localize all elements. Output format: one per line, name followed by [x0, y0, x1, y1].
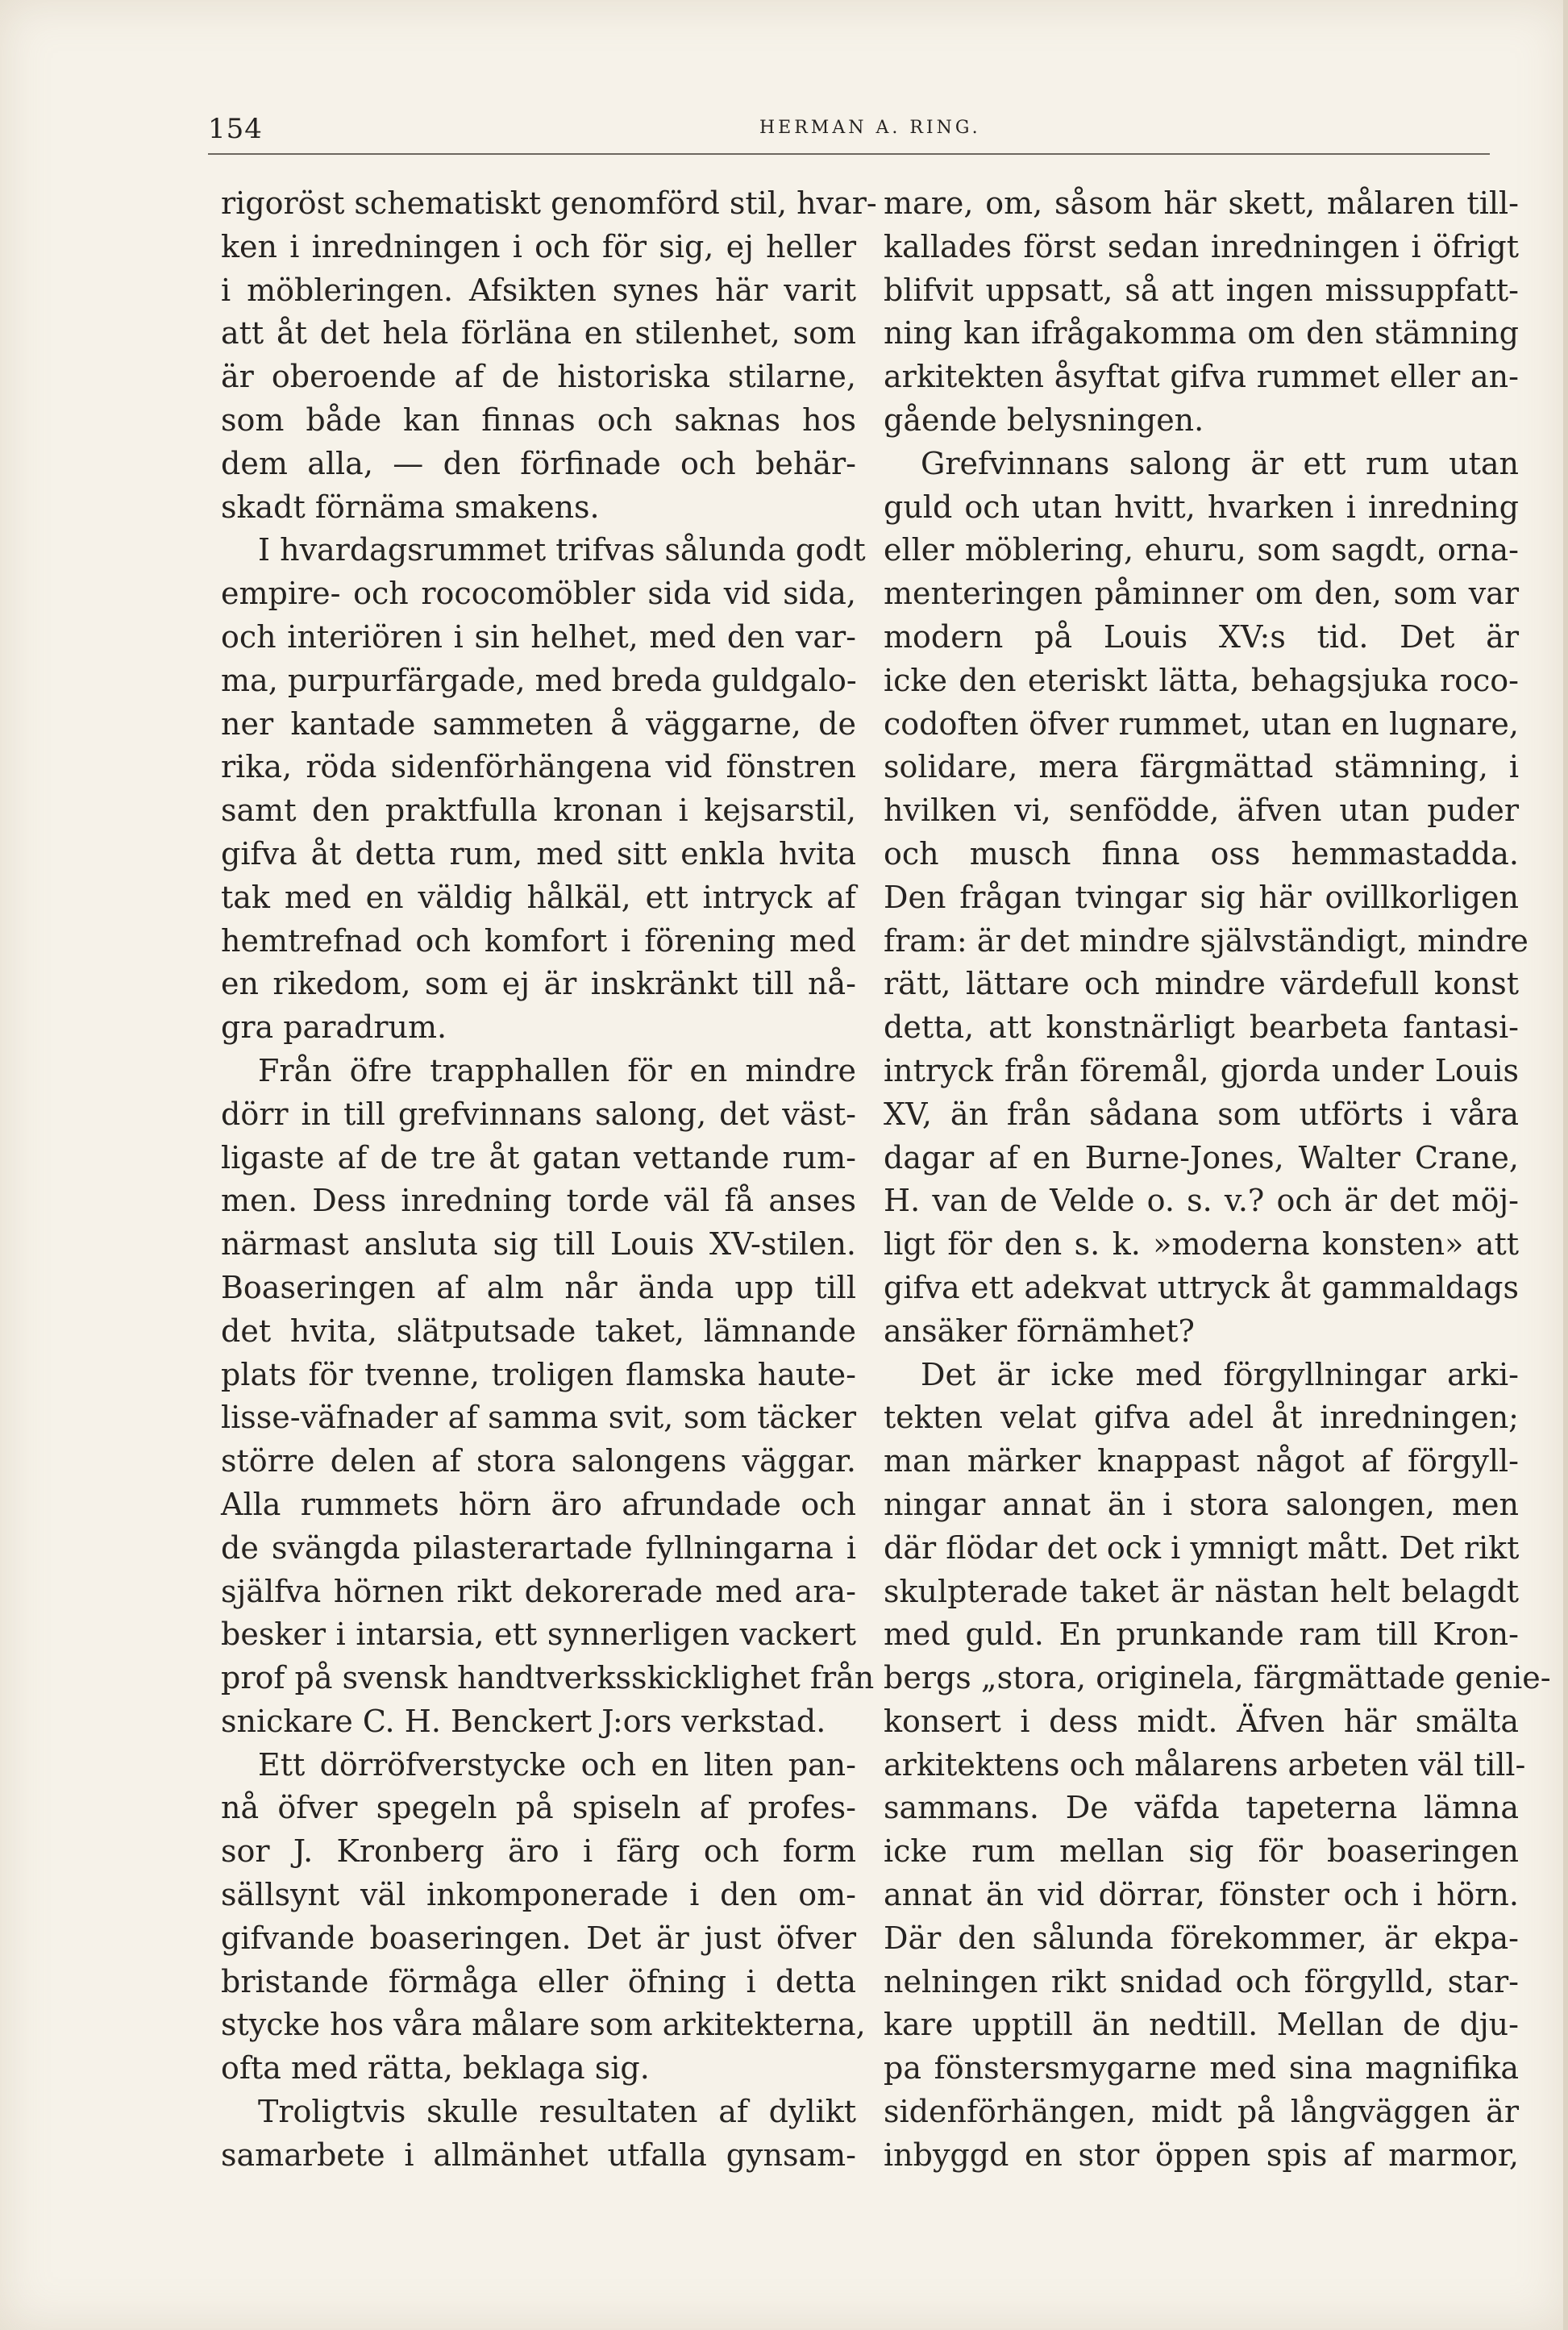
text-line: gifvande boaseringen. Det är just öfver	[221, 1920, 856, 1956]
text-line: gra paradrum.	[221, 1009, 447, 1046]
text-line: en rikedom, som ej är inskränkt till nå-	[221, 966, 856, 1002]
text-line: blifvit uppsatt, så att ingen missuppfatt-	[884, 272, 1519, 308]
text-line: codoften öfver rummet, utan en lugnare,	[884, 705, 1519, 742]
header-rule	[208, 153, 1490, 155]
text-line: i möbleringen. Afsikten synes här varit	[221, 272, 856, 308]
text-line: ning kan ifrågakomma om den stämning	[884, 315, 1519, 352]
text-line: nå öfver spegeln på spiseln af profes-	[221, 1790, 856, 1826]
text-line: Ett dörröfverstycke och en liten pan-	[258, 1746, 856, 1783]
text-line: själfva hörnen rikt dekorerade med ara-	[221, 1573, 856, 1609]
left-column	[221, 182, 877, 2178]
text-line: plats för tvenne, troligen flamska haute-	[221, 1356, 856, 1392]
text-line: rika, röda sidenförhängena vid fönstren	[221, 749, 856, 785]
text-line: gifva ett adekvat uttryck åt gammaldags	[884, 1269, 1519, 1305]
text-line: rigoröst schematiskt genomförd stil, hvar-	[221, 185, 877, 221]
text-line: sor J. Kronberg äro i färg och form	[221, 1833, 856, 1870]
text-line: tak med en väldig hålkäl, ett intryck af	[221, 879, 856, 915]
text-line: icke den eteriskt lätta, behagsjuka roco-	[884, 662, 1519, 698]
text-line: större delen af stora salongens väggar.	[221, 1443, 856, 1479]
page-number: 154	[208, 113, 263, 145]
text-line: empire- och rococomöbler sida vid sida,	[221, 576, 856, 612]
text-line: nelningen rikt snidad och förgylld, star-	[884, 1963, 1519, 1999]
running-title: HERMAN A. RING.	[759, 118, 981, 138]
text-line: där flödar det ock i ymnigt mått. Det rikt	[884, 1529, 1520, 1566]
text-line: gifva åt detta rum, med sitt enkla hvita	[221, 835, 856, 872]
text-line: fram: är det mindre självständigt, mindre	[884, 922, 1528, 959]
text-line: Grefvinnans salong är ett rum utan	[921, 445, 1519, 481]
text-line: intryck från föremål, gjorda under Louis	[884, 1052, 1519, 1088]
text-line: kallades först sedan inredningen i öfrigt	[884, 228, 1519, 264]
text-line: ofta med rätta, beklaga sig.	[221, 2050, 650, 2087]
text-line: Den frågan tvingar sig här ovillkorligen	[884, 879, 1519, 915]
text-line: skulpterade taket är nästan helt belagdt	[884, 1573, 1519, 1609]
text-line: modern på Louis XV:s tid. Det är	[884, 618, 1519, 655]
right-column	[884, 182, 1551, 2178]
text-line: menteringen påminner om den, som var	[884, 576, 1519, 612]
text-line: samarbete i allmänhet utfalla gynsam-	[221, 2137, 856, 2173]
text-line: med guld. En prunkande ram till Kron-	[884, 1616, 1519, 1653]
text-line: sällsynt väl inkomponerade i den om-	[221, 1877, 856, 1913]
text-line: eller möblering, ehuru, som sagdt, orna-	[884, 532, 1519, 568]
text-line: arkitektens och målarens arbeten väl till-	[884, 1746, 1526, 1783]
text-line: kare upptill än nedtill. Mellan de dju-	[884, 2007, 1519, 2043]
text-line: Alla rummets hörn äro afrundade och	[221, 1486, 856, 1522]
text-line: solidare, mera färgmättad stämning, i	[884, 749, 1519, 785]
text-line: arkitekten åsyftat gifva rummet eller an-	[884, 359, 1519, 395]
text-line: sidenförhängen, midt på långväggen är	[884, 2094, 1519, 2130]
text-line: och musch finna oss hemmastadda.	[884, 835, 1519, 872]
text-line: är oberoende af de historiska stilarne,	[221, 359, 856, 395]
text-line: ken i inredningen i och för sig, ej heller	[221, 228, 856, 264]
text-line: ligt för den s. k. »moderna konsten» att	[884, 1226, 1519, 1263]
text-line: snickare C. H. Benckert J:ors verkstad.	[221, 1703, 826, 1739]
text-line: hemtrefnad och komfort i förening med	[221, 922, 856, 959]
text-line: Där den sålunda förekommer, är ekpa-	[884, 1920, 1519, 1956]
text-line: bristande förmåga eller öfning i detta	[221, 1963, 856, 1999]
text-line: detta, att konstnärligt bearbeta fantasi-	[884, 1009, 1519, 1046]
text-line: att åt det hela förläna en stilenhet, som	[221, 315, 856, 352]
text-line: mare, om, såsom här skett, målaren till-	[884, 185, 1519, 221]
text-line: ningar annat än i stora salongen, men	[884, 1486, 1519, 1522]
text-line: och interiören i sin helhet, med den var-	[221, 618, 856, 655]
text-line: man märker knappast något af förgyll-	[884, 1443, 1519, 1479]
page-header	[208, 113, 1490, 153]
text-line: som både kan finnas och saknas hos	[221, 402, 856, 438]
text-line: de svängda pilasterartade fyllningarna i	[221, 1529, 856, 1566]
text-line: inbyggd en stor öppen spis af marmor,	[884, 2137, 1519, 2173]
text-line: stycke hos våra målare som arkitekterna,	[221, 2007, 866, 2043]
text-line: H. van de Velde o. s. v.? och är det möj-	[884, 1183, 1519, 1219]
text-line: det hvita, slätputsade taket, lämnande	[221, 1313, 856, 1349]
text-line: prof på svensk handtverksskicklighet från	[221, 1660, 875, 1696]
text-line: Från öfre trapphallen för en mindre	[258, 1052, 856, 1088]
text-line: pa fönstersmygarne med sina magnifika	[884, 2050, 1519, 2087]
text-line: bergs „stora, originela, färgmättade genie-	[884, 1660, 1551, 1696]
text-line: lisse-väfnader af samma svit, som täcker	[221, 1400, 856, 1436]
text-line: ma, purpurfärgade, med breda guldgalo-	[221, 662, 857, 698]
text-line: dagar af en Burne-Jones, Walter Crane,	[884, 1139, 1519, 1175]
text-line: Boaseringen af alm når ända upp till	[221, 1269, 856, 1305]
text-line: ansäker förnämhet?	[884, 1313, 1195, 1349]
text-line: men. Dess inredning torde väl få anses	[221, 1183, 856, 1219]
text-line: dörr in till grefvinnans salong, det väst-	[221, 1096, 856, 1132]
text-line: ner kantade sammeten å väggarne, de	[221, 705, 856, 742]
text-line: gående belysningen.	[884, 402, 1204, 438]
page-edge	[1563, 0, 1568, 2330]
text-line: samt den praktfulla kronan i kejsarstil,	[221, 793, 856, 829]
text-line: skadt förnäma smakens.	[221, 489, 600, 525]
text-line: ligaste af de tre åt gatan vettande rum-	[221, 1139, 856, 1175]
text-line: sammans. De väfda tapeterna lämna	[884, 1790, 1519, 1826]
text-line: Det är icke med förgyllningar arki-	[921, 1356, 1519, 1392]
text-line: dem alla, — den förfinade och behär-	[221, 445, 856, 481]
text-line: annat än vid dörrar, fönster och i hörn.	[884, 1877, 1519, 1913]
text-line: konsert i dess midt. Äfven här smälta	[884, 1703, 1519, 1739]
text-line: icke rum mellan sig för boaseringen	[884, 1833, 1519, 1870]
text-line: I hvardagsrummet trifvas sålunda godt	[258, 532, 866, 568]
text-line: tekten velat gifva adel åt inredningen;	[884, 1400, 1519, 1436]
text-line: närmast ansluta sig till Louis XV-stilen.	[221, 1226, 856, 1263]
text-line: Troligtvis skulle resultaten af dylikt	[258, 2094, 856, 2130]
text-line: hvilken vi, senfödde, äfven utan puder	[884, 793, 1519, 829]
text-line: besker i intarsia, ett synnerligen vackert	[221, 1616, 856, 1653]
text-line: guld och utan hvitt, hvarken i inredning	[884, 489, 1519, 525]
text-line: XV, än från sådana som utförts i våra	[884, 1096, 1519, 1132]
text-line: rätt, lättare och mindre värdefull konst	[884, 966, 1519, 1002]
